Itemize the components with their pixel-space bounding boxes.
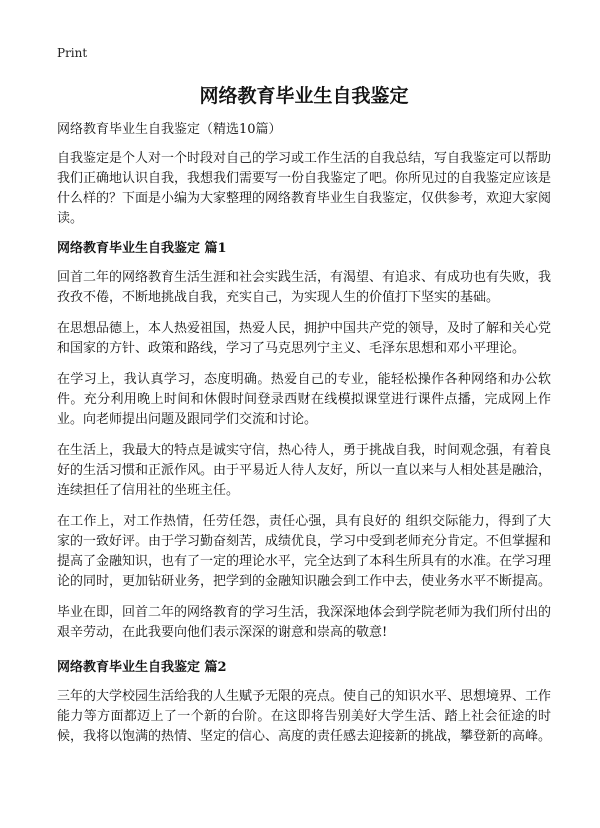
- section-heading-1: 网络教育毕业生自我鉴定 篇1: [57, 241, 227, 256]
- section-1-paragraph-1: 回首二年的网络教育生活生涯和社会实践生活，有渴望、有追求、有成功也有失败，我孜孜不倦，不断地挑战自我，充实自己，为实现人生的价值打下坚实的基础。: [57, 270, 552, 305]
- page-title: 网络教育毕业生自我鉴定: [199, 85, 409, 107]
- section-heading-2: 网络教育毕业生自我鉴定 篇2: [57, 660, 227, 675]
- document-body: [57, 149, 551, 758]
- document-subtitle: 网络教育毕业生自我鉴定（精选10篇）: [57, 122, 282, 137]
- intro-paragraph: 自我鉴定是个人对一个时段对自己的学习或工作生活的自我总结，写自我鉴定可以帮助我们正确地认识自我，我想我们需要写一份自我鉴定了吧。你所见过的自我鉴定应该是什么样的？下面是小编为大家整理的网络教育毕业生自我鉴定，仅供参考，欢迎大家阅读。: [57, 151, 552, 226]
- section-2-paragraph-1: 三年的大学校园生活给我的人生赋予无限的亮点。使自己的知识水平、思想境界、工作能力等方面都迈上了一个新的台阶。在这即将告别美好大学生活、踏上社会征途的时候，我将以饱满的热情、坚定的信心、高度的责任感去迎接新的挑战，攀登新的高峰。: [57, 689, 552, 744]
- section-1-paragraph-6: 毕业在即，回首二年的网络教育的学习生活，我深深地体会到学院老师为我们所付出的艰辛劳动，在此我要向他们表示深深的谢意和崇高的敬意!: [57, 605, 552, 640]
- section-1-paragraph-2: 在思想品德上，本人热爱祖国，热爱人民，拥护中国共产党的领导，及时了解和关心党和国家的方针、政策和路线，学习了马克思列宁主义、毛泽东思想和邓小平理论。: [57, 321, 552, 356]
- print-link[interactable]: Print: [57, 46, 88, 60]
- section-1-paragraph-5: 在工作上，对工作热情，任劳任怨，责任心强，具有良好的 组织交际能力，得到了大家的一致好评。由于学习勤奋刻苦，成绩优良，学习中受到老师充分肯定。不但掌握和提高了金融知识，也有了一定的理论水平，完全达到了本科生所具有的水准。在学习理论的同时，更加钻研业务，把学到的金融知识融会到工作中去，使业务水平不断提高。: [57, 514, 552, 589]
- section-1-paragraph-3: 在学习上，我认真学习，态度明确。热爱自己的专业，能轻松操作各种网络和办公软件。充分利用晚上时间和休假时间登录西财在线模拟课堂进行课件点播，完成网上作业。向老师提出问题及跟同学们交流和讨论。: [57, 372, 551, 427]
- section-1-paragraph-4: 在生活上，我最大的特点是诚实守信，热心待人，勇于挑战自我，时间观念强，有着良好的生活习惯和正派作风。由于平易近人待人友好，所以一直以来与人相处甚是融洽，连续担任了信用社的坐班主任。: [57, 443, 552, 498]
